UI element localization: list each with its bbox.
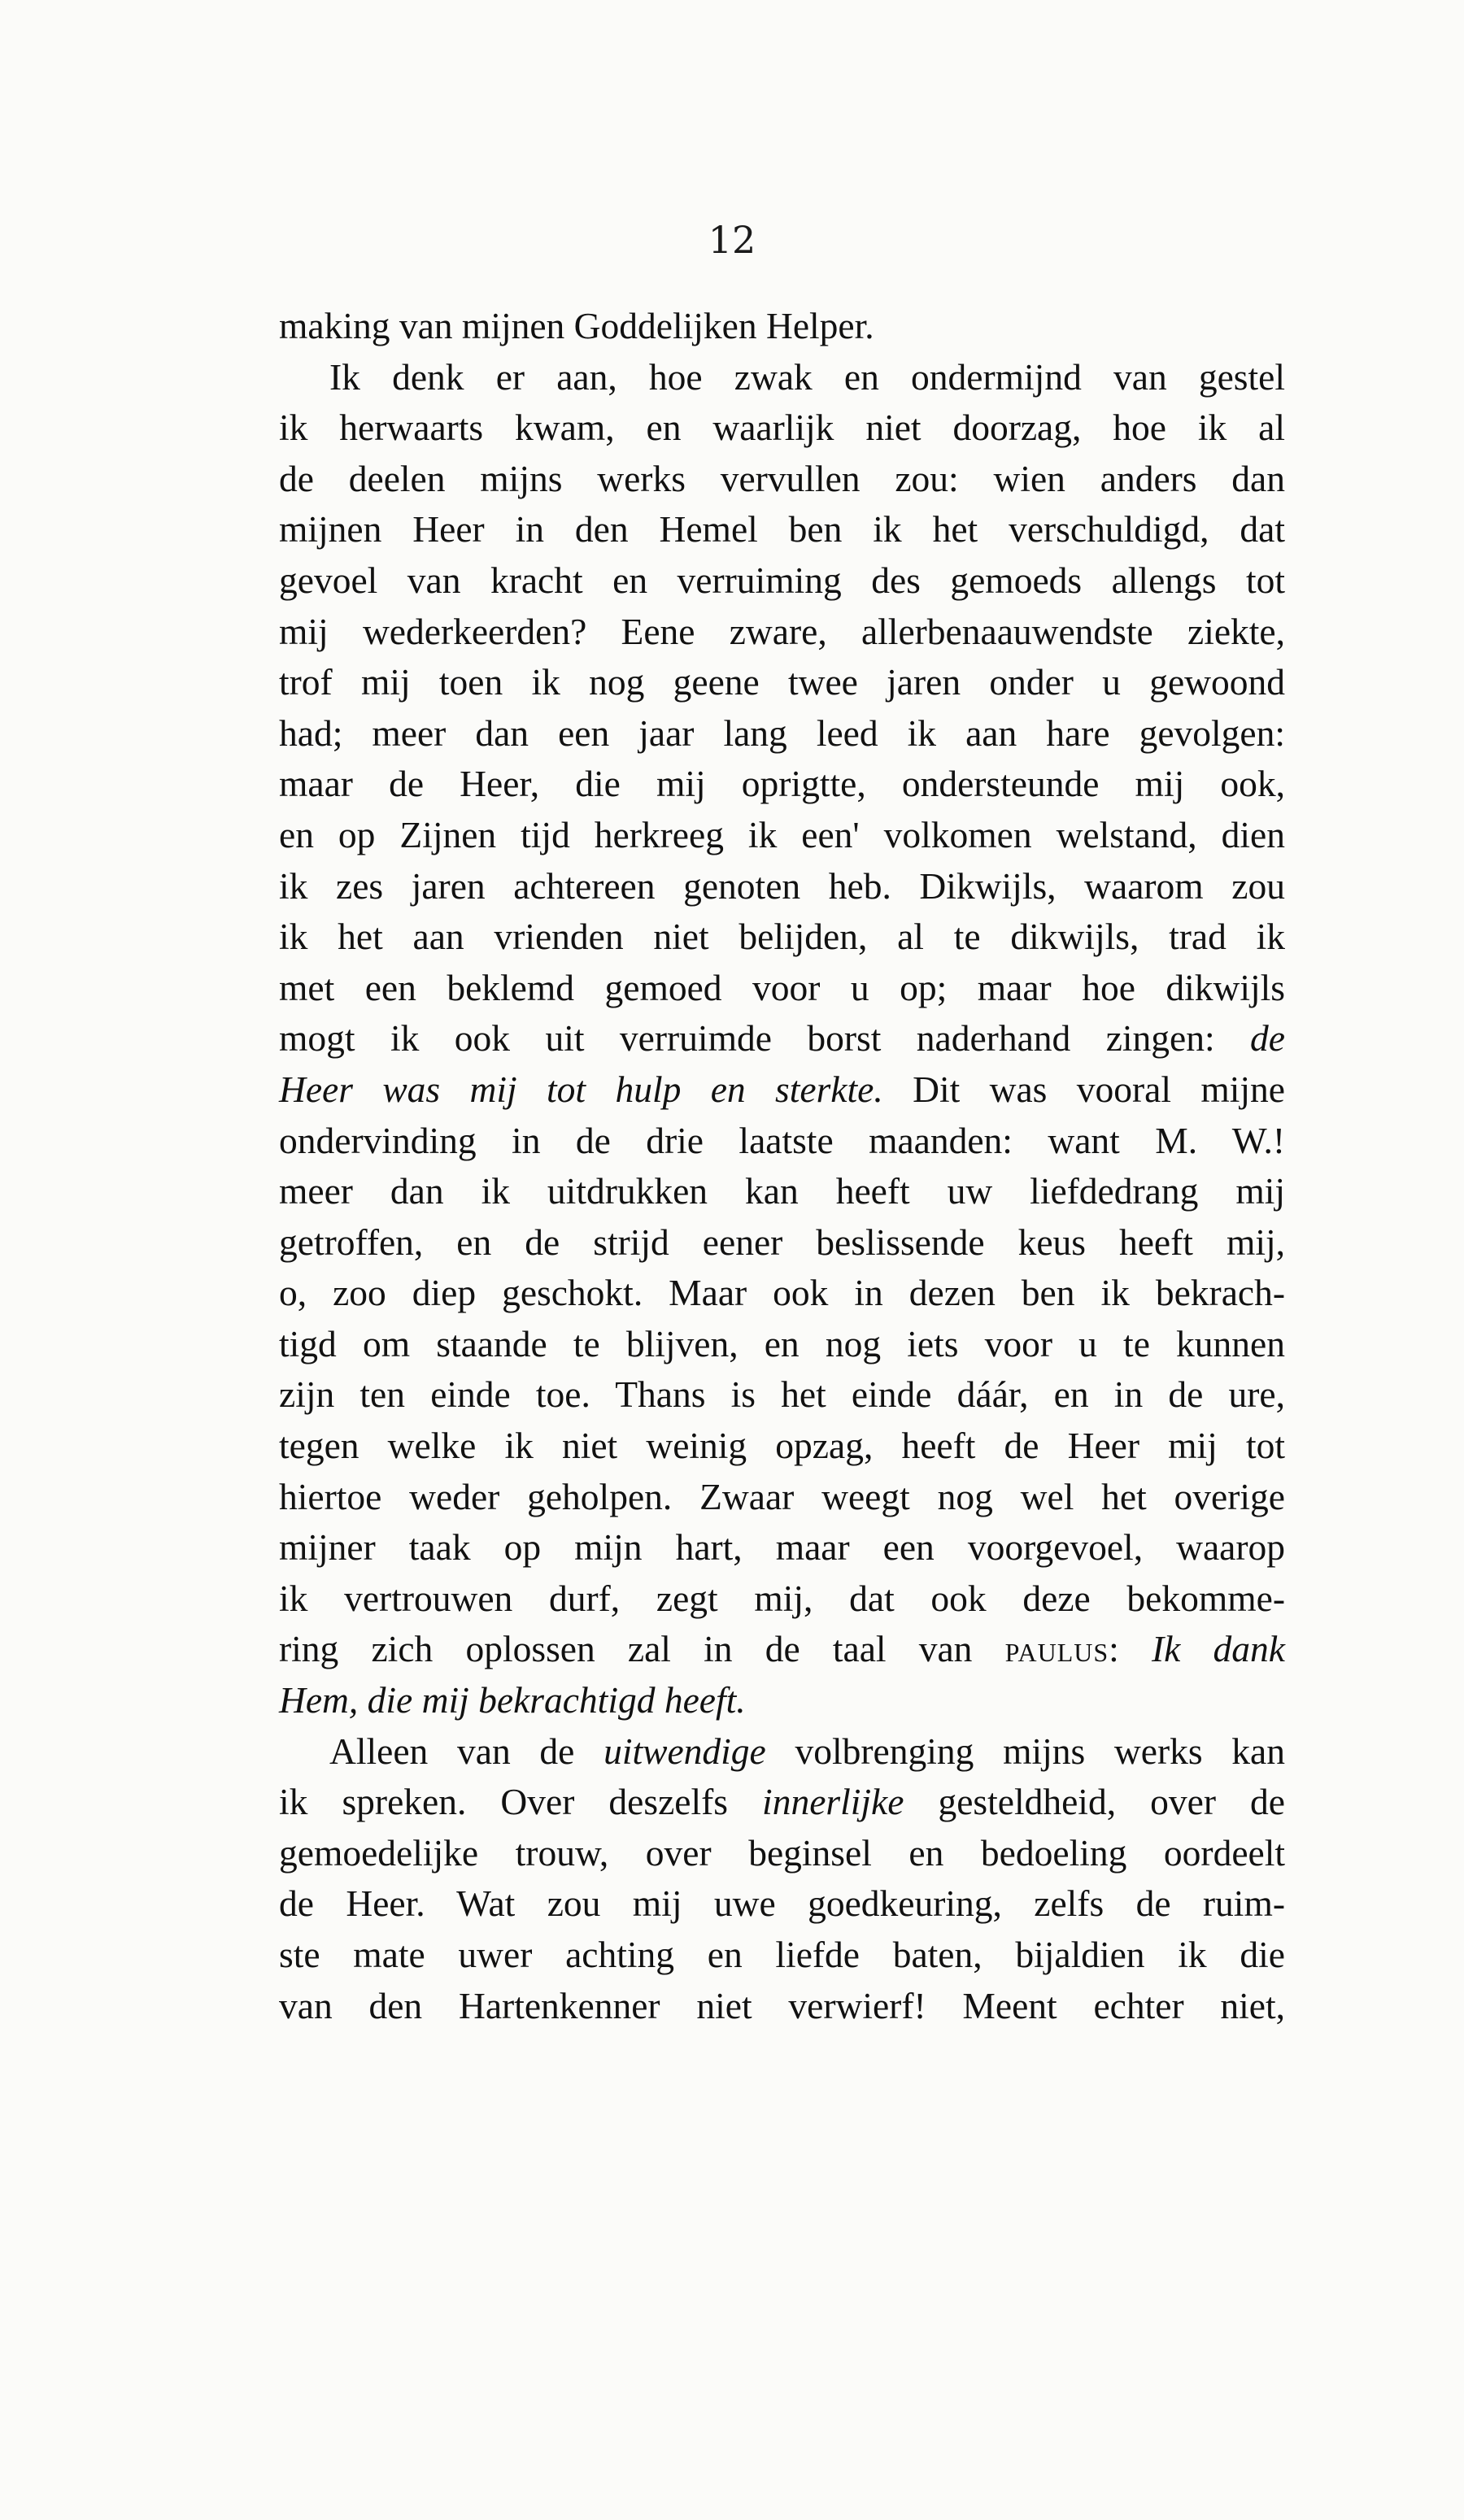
- text-line: [279, 1166, 1285, 1217]
- text-line: [279, 810, 1285, 861]
- text-line: [279, 403, 1285, 454]
- text-line: [279, 1319, 1285, 1370]
- text-segment: gevoel van kracht en verruiming des gemoeds allengs tot: [279, 559, 1285, 601]
- text-line: [279, 1116, 1285, 1167]
- text-segment: Ik denk er aan, hoe zwak en ondermijnd van gestel: [329, 355, 1285, 398]
- text-line: [279, 759, 1285, 810]
- text-segment: Dit was vooral mijne: [882, 1068, 1285, 1110]
- text-segment: making van mijnen Goddelijken Helper.: [279, 305, 874, 346]
- text-line: [279, 1930, 1285, 1981]
- text-line: [279, 555, 1285, 607]
- text-segment: meer dan ik uitdrukken kan heeft uw liefdedrang mij: [279, 1170, 1285, 1212]
- text-segment: mijner taak op mijn hart, maar een voorgevoel, waarop: [279, 1526, 1285, 1569]
- page-number: 12: [708, 218, 756, 262]
- text-segment: o, zoo diep geschokt. Maar ook in dezen ben ik bekrach-: [279, 1272, 1285, 1314]
- italic-text: Ik dank: [1152, 1628, 1285, 1670]
- text-line: [279, 912, 1285, 963]
- text-segment: zijn ten einde toe. Thans is het einde dáár, en in de ure,: [279, 1373, 1285, 1416]
- text-line: [279, 1421, 1285, 1472]
- text-line: [279, 1675, 1285, 1726]
- italic-text: innerlijke: [762, 1781, 904, 1823]
- text-segment: trof mij toen ik nog geene twee jaren onder u gewoond: [279, 661, 1285, 703]
- text-segment: de Heer. Wat zou mij uwe goedkeuring, zelfs de ruim-: [279, 1882, 1285, 1925]
- text-line: [279, 607, 1285, 658]
- italic-text: uitwendige: [603, 1730, 766, 1772]
- text-segment: ondervinding in de drie laatste maanden: want M. W.!: [279, 1119, 1285, 1161]
- text-line: [279, 1064, 1285, 1116]
- text-line: [279, 1013, 1285, 1064]
- text-line: [279, 352, 1285, 403]
- text-line: [279, 504, 1285, 555]
- text-segment: ik zes jaren achtereen genoten heb. Dikwijls, waarom zou: [279, 864, 1285, 907]
- text-line: [279, 1268, 1285, 1319]
- text-segment: ik spreken. Over deszelfs: [279, 1781, 763, 1823]
- text-line: [279, 861, 1285, 912]
- text-line: [279, 1726, 1285, 1778]
- text-segment: van den Hartenkenner niet verwierf! Meent echter niet,: [279, 1984, 1285, 2026]
- text-segment: mij wederkeerden? Eene zware, allerbenaauwendste ziekte,: [279, 610, 1285, 652]
- text-line: [279, 1472, 1285, 1523]
- text-line: [279, 1217, 1285, 1269]
- italic-text: Heer was mij tot hulp en sterkte.: [279, 1068, 883, 1110]
- text-segment: en op Zijnen tijd herkreeg ik een' volkomen welstand, dien: [279, 813, 1285, 855]
- text-line: [279, 1573, 1285, 1625]
- body-text: [279, 301, 1285, 2031]
- text-line: [279, 1369, 1285, 1421]
- text-segment: tigd om staande te blijven, en nog iets voor u te kunnen: [279, 1322, 1285, 1364]
- text-line: [279, 1878, 1285, 1930]
- text-line: [279, 1624, 1285, 1675]
- text-line: [279, 963, 1285, 1014]
- text-segment: volbrenging mijns werks kan: [765, 1730, 1285, 1772]
- text-segment: gesteldheid, over de: [904, 1781, 1285, 1823]
- small-caps-text: paulus: [1004, 1628, 1109, 1670]
- text-segment: ik herwaarts kwam, en waarlijk niet doorzag, hoe ik al: [279, 407, 1285, 449]
- text-segment: mijnen Heer in den Hemel ben ik het verschuldigd, dat: [279, 508, 1285, 551]
- text-line: [279, 1981, 1285, 2032]
- text-segment: hiertoe weder geholpen. Zwaar weegt nog wel het overige: [279, 1475, 1285, 1517]
- text-segment: :: [1109, 1628, 1152, 1670]
- text-segment: tegen welke ik niet weinig opzag, heeft de Heer mij tot: [279, 1425, 1285, 1467]
- text-segment: getroffen, en de strijd eener beslissende keus heeft mij,: [279, 1221, 1285, 1263]
- text-segment: ste mate uwer achting en liefde baten, bijaldien ik die: [279, 1934, 1285, 1975]
- text-segment: de deelen mijns werks vervullen zou: wien anders dan: [279, 457, 1285, 499]
- text-line: [279, 301, 1285, 352]
- text-line: [279, 657, 1285, 708]
- text-line: [279, 1777, 1285, 1828]
- text-segment: Alleen van de: [329, 1730, 604, 1772]
- text-segment: mogt ik ook uit verruimde borst naderhand zingen:: [279, 1017, 1251, 1060]
- text-segment: had; meer dan een jaar lang leed ik aan hare gevolgen:: [279, 712, 1285, 754]
- text-segment: ik het aan vrienden niet belijden, al te dikwijls, trad ik: [279, 916, 1285, 958]
- italic-text: de: [1250, 1017, 1285, 1060]
- text-segment: maar de Heer, die mij oprigtte, ondersteunde mij ook,: [279, 763, 1285, 805]
- text-segment: ik vertrouwen durf, zegt mij, dat ook deze bekomme-: [279, 1577, 1285, 1619]
- text-segment: gemoedelijke trouw, over beginsel en bedoeling oordeelt: [279, 1831, 1285, 1874]
- text-line: [279, 708, 1285, 759]
- text-segment: ring zich oplossen zal in de taal van: [279, 1628, 1005, 1670]
- text-line: [279, 1522, 1285, 1573]
- text-line: [279, 1828, 1285, 1879]
- text-segment: met een beklemd gemoed voor u op; maar hoe dikwijls: [279, 966, 1285, 1008]
- text-line: [279, 454, 1285, 505]
- italic-text: Hem, die mij bekrachtigd heeft.: [279, 1679, 746, 1721]
